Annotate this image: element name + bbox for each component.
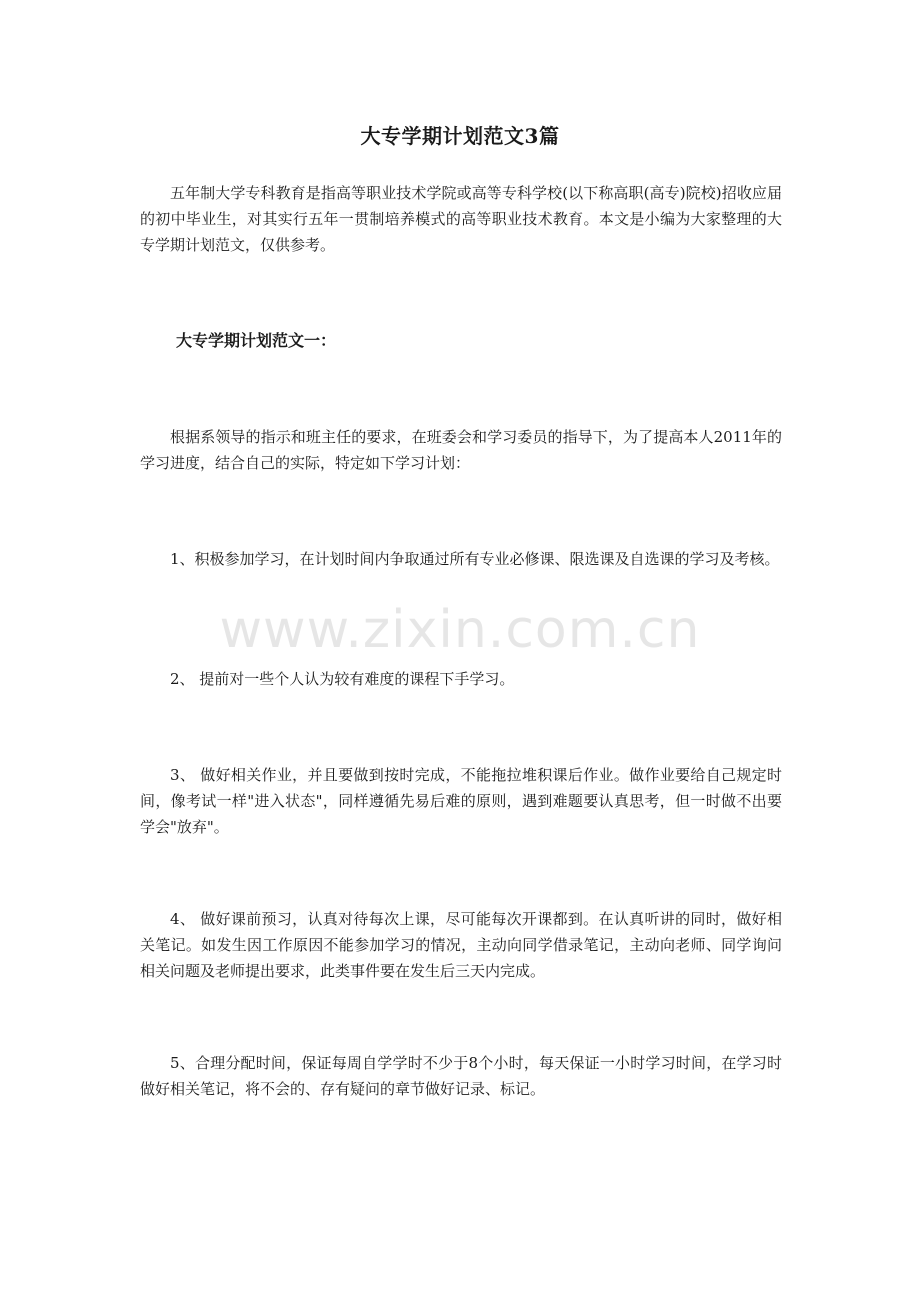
intro-paragraph: 五年制大学专科教育是指高等职业技术学院或高等专科学校(以下称高职(高专)院校)招收应届的初中毕业生，对其实行五年一贯制培养模式的高等职业技术教育。本文是小编为大家整理的大专学期计划范文，仅供参考。 [140,184,782,254]
page-title: 大专学期计划范文3篇 [360,124,560,148]
watermark-text: www.zixin.com.cn [219,600,701,660]
section-heading: 大专学期计划范文一： [176,331,337,350]
list-item-5: 5、合理分配时间，保证每周自学学时不少于8个小时，每天保证一小时学习时间，在学习时做好相关笔记，将不会的、存有疑问的章节做好记录、标记。 [140,1054,782,1098]
list-item-4: 4、 做好课前预习，认真对待每次上课，尽可能每次开课都到。在认真听讲的同时，做好相关笔记。如发生因工作原因不能参加学习的情况，主动向同学借录笔记，主动向老师、同学询问相关问题及老师提出要求，此类事件要在发生后三天内完成。 [140,910,782,980]
list-item-1: 1、积极参加学习，在计划时间内争取通过所有专业必修课、限选课及自选课的学习及考核。 [170,550,780,568]
list-item-3: 3、 做好相关作业，并且要做到按时完成，不能拖拉堆积课后作业。做作业要给自己规定时间，像考试一样"进入状态"，同样遵循先易后难的原则，遇到难题要认真思考，但一时做不出要学会"放弃"。 [140,766,782,836]
list-item-2: 2、 提前对一些个人认为较有难度的课程下手学习。 [170,670,515,688]
lead-paragraph: 根据系领导的指示和班主任的要求，在班委会和学习委员的指导下，为了提高本人2011年的学习进度，结合自己的实际，特定如下学习计划： [140,428,782,472]
